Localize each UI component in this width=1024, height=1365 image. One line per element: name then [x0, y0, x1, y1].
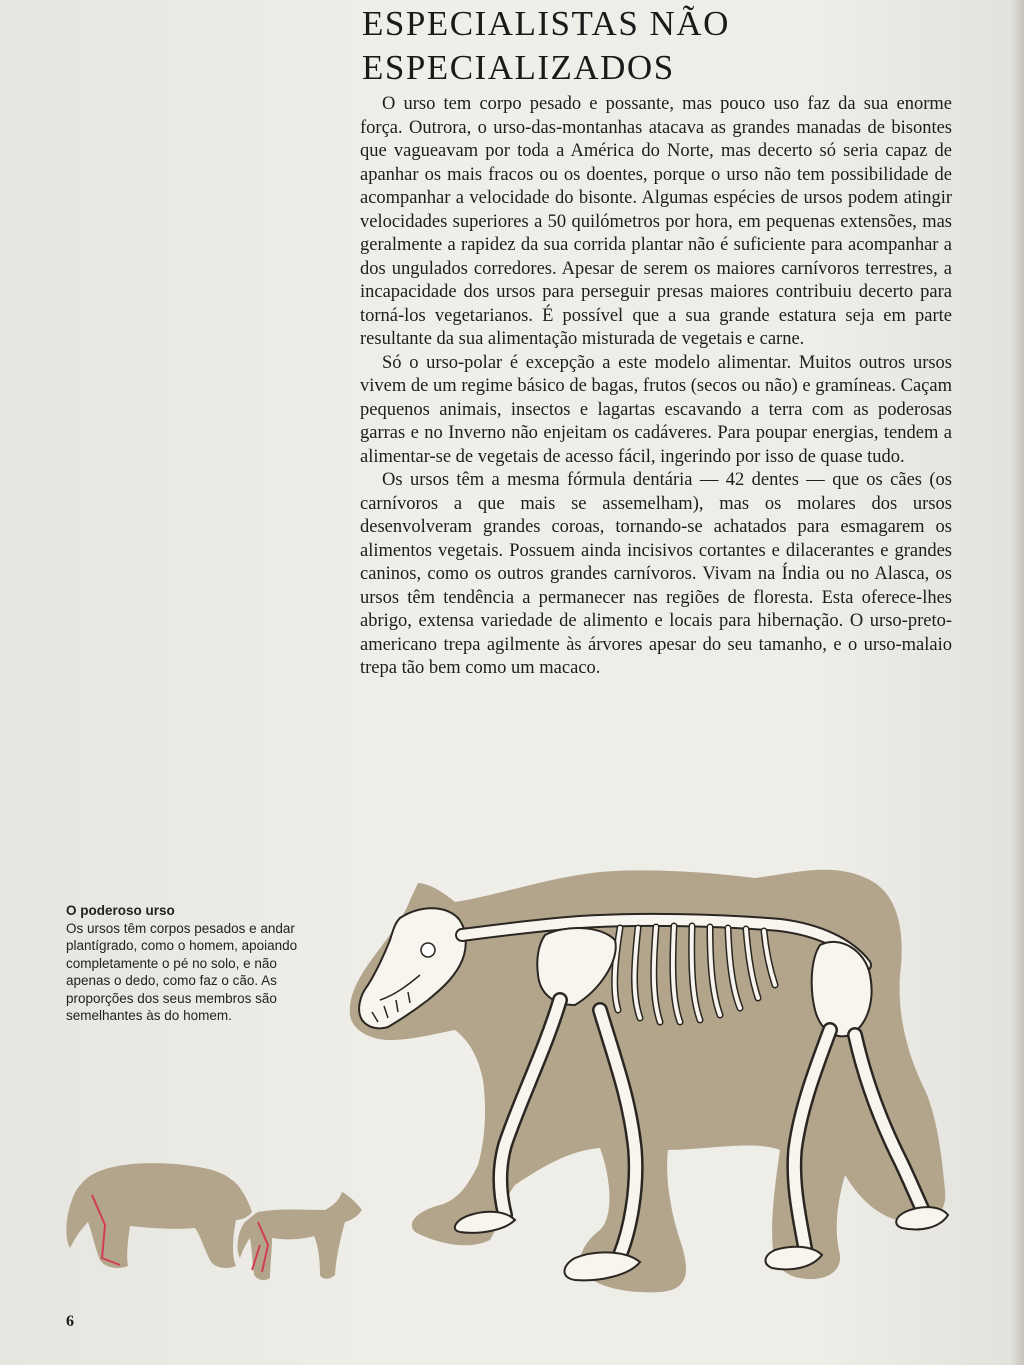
page-number: 6	[66, 1313, 74, 1330]
small-bear-silhouette	[66, 1163, 252, 1268]
caption-title: O poderoso urso	[66, 903, 175, 918]
paragraph-1: O urso tem corpo pesado e possante, mas pouco uso faz da sua enorme força. Outrora, o urso-das-montanhas atacava as grandes manadas de bisontes que vagueavam por toda a América do Norte, mas decerto só seria capaz de apanhar os mais fracos ou os doentes, porque o urso não tem possibilidade de acompanhar a velocidade do bisonte. Algumas espécies de ursos podem atingir velocidades superiores a 50 quilómetros por hora, em pequenas extensões, mas geralmente a rapidez da sua corrida plantar não é suficiente para acompanhar a dos ungulados corredores. Apesar de serem os maiores carnívoros terrestres, a incapacidade dos ursos para perseguir presas maiores contribuiu decerto para torná-los vegetarianos. É possível que a sua grande estatura seja em parte resultante da sua alimentação misturada de vegetais e carne.	[360, 94, 952, 349]
paragraph-2: Só o urso-polar é excepção a este modelo alimentar. Muitos outros ursos vivem de um regime básico de bagas, frutos (secos ou não) e gramíneas. Caçam pequenos animais, insectos e lagartas escavando a terra com as poderosas garras e no Inverno não enjeitam os cadáveres. Para poupar energias, tendem a alimentar-se de vegetais de acesso fácil, ingerindo por isso de quase tudo.	[360, 352, 952, 467]
small-dog-silhouette	[238, 1192, 362, 1280]
title-line-2: ESPECIALIZADOS	[362, 48, 675, 87]
bear-skeleton-illustration	[350, 870, 948, 1293]
title-line-1: ESPECIALISTAS NÃO	[362, 4, 730, 43]
paragraph-3: Os ursos têm a mesma fórmula dentária — 42 dentes — que os cães (os carnívoros a que mais se assemelham), mas os molares dos ursos desenvolveram grandes coroas, tornando-se achatados para esmagarem os alimentos vegetais. Possuem ainda incisivos cortantes e dilacerantes e grandes caninos, como os outros grandes carnívoros. Vivam na Índia ou no Alasca, os ursos têm tendência a permanecer nas regiões de floresta. Esta oferece-lhes abrigo, extensa variedade de alimento e locais para hibernação. O urso-preto-americano trepa agilmente às árvores apesar do seu tamanho, e o urso-malaio trepa tão bem como um macaco.	[360, 470, 952, 678]
caption-text: Os ursos têm corpos pesados e andar plantígrado, como o homem, apoiando completamente o pé no solo, e não apenas o dedo, como faz o cão. As proporções dos seus membros são semelhantes às do homem.	[66, 920, 298, 1023]
